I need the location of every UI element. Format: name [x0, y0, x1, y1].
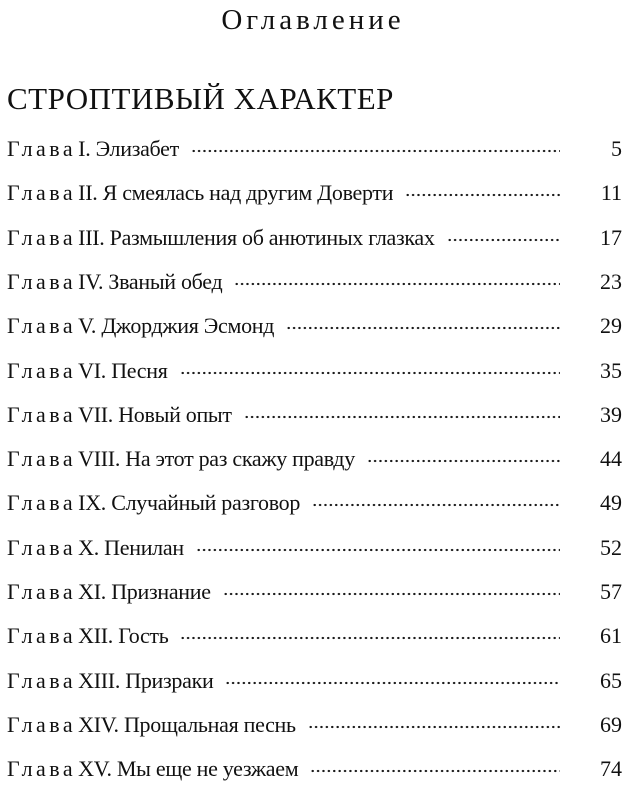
toc-entry[interactable]	[7, 223, 622, 253]
toc-entry-prefix: Глава	[7, 136, 77, 161]
toc-entry-page: 74	[600, 756, 622, 782]
dot-leader	[225, 674, 560, 696]
toc-entry-numeral: V.	[78, 313, 97, 339]
toc-entry-numeral: XIII.	[78, 667, 121, 693]
dot-leader	[405, 186, 560, 208]
toc-entry-prefix: Глава	[7, 623, 77, 649]
toc-entry-numeral: X.	[78, 534, 99, 560]
toc-entry[interactable]	[7, 621, 622, 651]
toc-entry-numeral: II.	[78, 180, 98, 206]
dot-leader	[196, 541, 560, 563]
toc-entry-prefix: Глава	[7, 579, 77, 604]
toc-entry-numeral: XII.	[78, 623, 114, 649]
toc-entry[interactable]	[7, 311, 622, 341]
toc-entry[interactable]	[7, 754, 622, 784]
dot-leader	[234, 275, 560, 297]
dot-leader	[310, 762, 560, 784]
toc-entry-page: 35	[600, 357, 622, 383]
toc-entry-numeral: XI.	[78, 579, 106, 604]
toc-entry-numeral: XV.	[78, 756, 112, 782]
toc-entry-numeral: XIV.	[78, 711, 119, 737]
toc-entry[interactable]	[7, 356, 622, 386]
toc-entry-title: Я смеялась над другим Доверти	[102, 180, 394, 206]
toc-entry-page: 17	[600, 224, 622, 250]
toc-entry-page: 49	[600, 490, 622, 516]
toc-entry-prefix: Глава	[7, 534, 77, 560]
toc-entry-page: 57	[600, 579, 622, 604]
toc-entry-title: Элизабет	[95, 136, 179, 161]
toc-entry-page: 65	[600, 667, 622, 693]
toc-entry-prefix: Глава	[7, 268, 77, 294]
toc-entry-prefix: Глава	[7, 180, 77, 206]
toc-entry-page: 44	[600, 446, 622, 472]
toc-entry[interactable]	[7, 533, 622, 563]
toc-entry-title: Призраки	[125, 667, 214, 693]
dot-leader	[312, 496, 560, 518]
toc-entry-title: Песня	[111, 357, 168, 383]
dot-leader	[191, 142, 560, 164]
toc-entry[interactable]	[7, 134, 622, 164]
toc-entry-page: 11	[600, 180, 622, 206]
dot-leader	[180, 364, 560, 386]
toc-entry-title: Званый обед	[108, 268, 223, 294]
toc-entry-prefix: Глава	[7, 401, 77, 427]
toc-entry-prefix: Глава	[7, 667, 77, 693]
toc-entry-prefix: Глава	[7, 756, 77, 782]
toc-entry-page: 52	[600, 534, 622, 560]
toc-entry-title: Размышления об анютиных глазках	[109, 224, 435, 250]
toc-entry[interactable]	[7, 577, 622, 607]
toc-entry-page: 29	[600, 313, 622, 339]
toc-entry[interactable]	[7, 444, 622, 474]
toc-entry-numeral: I.	[78, 136, 91, 161]
toc-entry[interactable]	[7, 178, 622, 208]
page-title: Оглавление	[221, 4, 405, 36]
toc-entry[interactable]	[7, 267, 622, 297]
toc-entry-title: Пенилан	[104, 534, 184, 560]
toc-entry-numeral: VIII.	[78, 446, 121, 472]
toc-entry-prefix: Глава	[7, 711, 77, 737]
toc-entry[interactable]	[7, 710, 622, 740]
toc-entry-page: 69	[600, 711, 622, 737]
dot-leader	[286, 319, 560, 341]
dot-leader	[308, 718, 560, 740]
toc-entry-title: Признание	[111, 579, 211, 604]
toc-entry-numeral: IX.	[78, 490, 106, 516]
toc-entry-prefix: Глава	[7, 490, 77, 516]
dot-leader	[180, 629, 560, 651]
dot-leader	[447, 231, 560, 253]
toc-entry[interactable]	[7, 400, 622, 430]
dot-leader	[367, 452, 560, 474]
toc-entry-numeral: III.	[78, 224, 105, 250]
toc-entry-numeral: VI.	[78, 357, 106, 383]
toc-entry-title: На этот раз скажу правду	[125, 446, 355, 472]
toc-entry-title: Мы еще не уезжаем	[116, 756, 299, 782]
toc-entry-page: 5	[611, 136, 622, 161]
toc-entry-prefix: Глава	[7, 446, 77, 472]
toc-entry-page: 39	[600, 401, 622, 427]
section-title: СТРОПТИВЫЙ ХАРАКТЕР	[7, 81, 394, 116]
toc-entry-title: Случайный разговор	[111, 490, 301, 516]
toc-entry-title: Прощальная песнь	[123, 711, 296, 737]
toc-entry-prefix: Глава	[7, 313, 77, 339]
toc-entry-title: Джорджия Эсмонд	[101, 313, 275, 339]
toc-entry-title: Гость	[118, 623, 169, 649]
toc-entry-numeral: VII.	[78, 401, 114, 427]
dot-leader	[223, 585, 560, 607]
toc-entry-page: 23	[600, 268, 622, 294]
dot-leader	[244, 408, 560, 430]
toc-entry-title: Новый опыт	[118, 401, 232, 427]
toc-entry-prefix: Глава	[7, 357, 77, 383]
toc-entry-prefix: Глава	[7, 224, 77, 250]
toc-entry-page: 61	[600, 623, 622, 649]
toc-entry-numeral: IV.	[78, 268, 104, 294]
toc-entry[interactable]	[7, 666, 622, 696]
toc-entry[interactable]	[7, 488, 622, 518]
